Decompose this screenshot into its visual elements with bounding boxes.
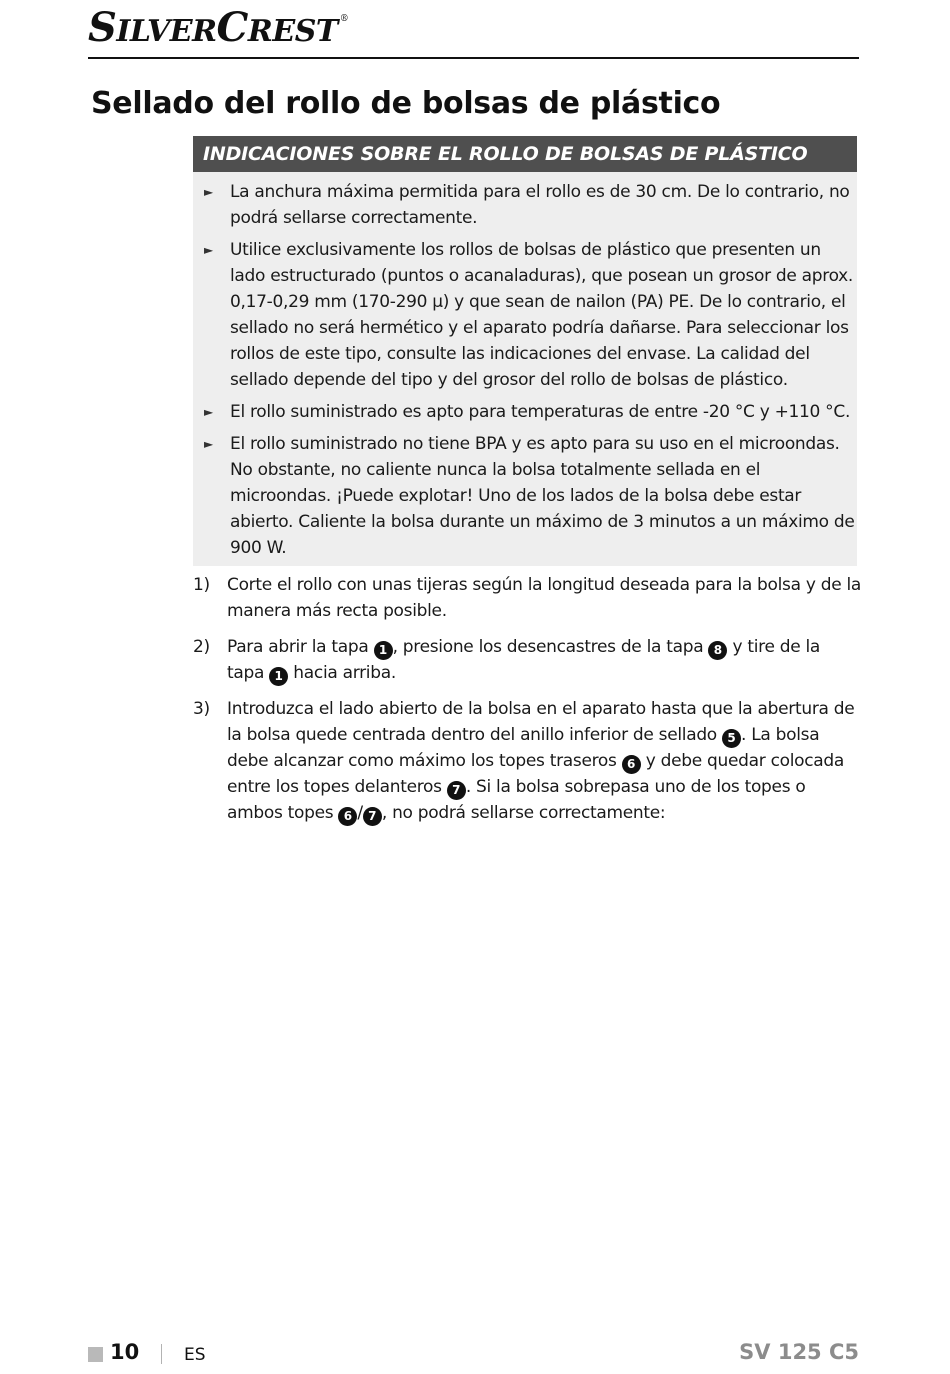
step-number: 1) — [193, 575, 210, 595]
page-number: 10 — [110, 1340, 140, 1364]
part-number-badge: 1 — [374, 641, 393, 660]
notice-item: ► El rollo suministrado no tiene BPA y es apto para su uso en el microondas. No obstante, no caliente nunca la bolsa totalmente sellada en el microondas. ¡Puede explotar! Uno de los lados de la bolsa debe estar abierto. Caliente la bolsa durante un máximo de 3 minutos a un máximo de 900 W. — [193, 431, 857, 561]
step-item — [193, 572, 861, 624]
footer-divider — [161, 1344, 162, 1364]
notice-item: ► El rollo suministrado es apto para temperaturas de entre -20 °C y +110 °C. — [193, 399, 857, 425]
step-number: 2) — [193, 637, 210, 657]
part-number-badge: 8 — [708, 641, 727, 660]
instruction-steps — [193, 572, 861, 836]
page-title: Sellado del rollo de bolsas de plástico — [91, 86, 721, 121]
square-marker-icon — [88, 1347, 103, 1362]
notice-list — [193, 172, 857, 561]
part-number-badge: 6 — [622, 755, 641, 774]
bullet-arrow-icon: ► — [204, 437, 213, 451]
part-number-badge: 7 — [447, 781, 466, 800]
step-number: 3) — [193, 699, 210, 719]
part-number-badge: 5 — [722, 729, 741, 748]
brand-logo: SILVERCREST ® — [88, 4, 349, 51]
bullet-arrow-icon: ► — [204, 185, 213, 199]
page-footer — [88, 1340, 859, 1370]
bullet-arrow-icon: ► — [204, 243, 213, 257]
notice-box — [193, 136, 857, 566]
header-rule — [88, 57, 859, 59]
notice-item: ► La anchura máxima permitida para el rollo es de 30 cm. De lo contrario, no podrá sellarse correctamente. — [193, 179, 857, 231]
language-code: ES — [184, 1345, 206, 1365]
step-text: Corte el rollo con unas tijeras según la longitud deseada para la bolsa y de la manera más recta posible. — [227, 575, 861, 621]
part-number-badge: 1 — [269, 667, 288, 686]
notice-heading: INDICACIONES SOBRE EL ROLLO DE BOLSAS DE PLÁSTICO — [193, 136, 857, 172]
step-item: 3) Introduzca el lado abierto de la bolsa en el aparato hasta que la abertura de la bolsa quede centrada dentro del anillo inferior de sellado 5 . La bolsa debe alcanzar como máximo los topes traseros 6 y debe quedar colocada entre los topes delanteros 7 . Si la bolsa sobrepasa uno de los topes o ambos topes 6 / 7 , no podrá sellarse correctamente: — [193, 696, 861, 826]
registered-mark: ® — [339, 14, 349, 24]
step-item: 2) Para abrir la tapa 1 , presione los desencastres de la tapa 8 y tire de la tapa 1 hacia arriba. — [193, 634, 861, 686]
notice-item: ► Utilice exclusivamente los rollos de bolsas de plástico que presenten un lado estructurado (puntos o acanaladuras), que posean un grosor de aprox. 0,17-0,29 mm (170-290 μ) y que sean de nailon (PA) PE. De lo contrario, el sellado no será hermético y el aparato podría dañarse. Para seleccionar los rollos de este tipo, consulte las indicaciones del envase. La calidad del sellado depende del tipo y del grosor del rollo de bolsas de plástico. — [193, 237, 857, 393]
part-number-badge: 6 — [338, 807, 357, 826]
part-number-badge: 7 — [363, 807, 382, 826]
model-number: SV 125 C5 — [739, 1340, 859, 1364]
bullet-arrow-icon: ► — [204, 405, 213, 419]
